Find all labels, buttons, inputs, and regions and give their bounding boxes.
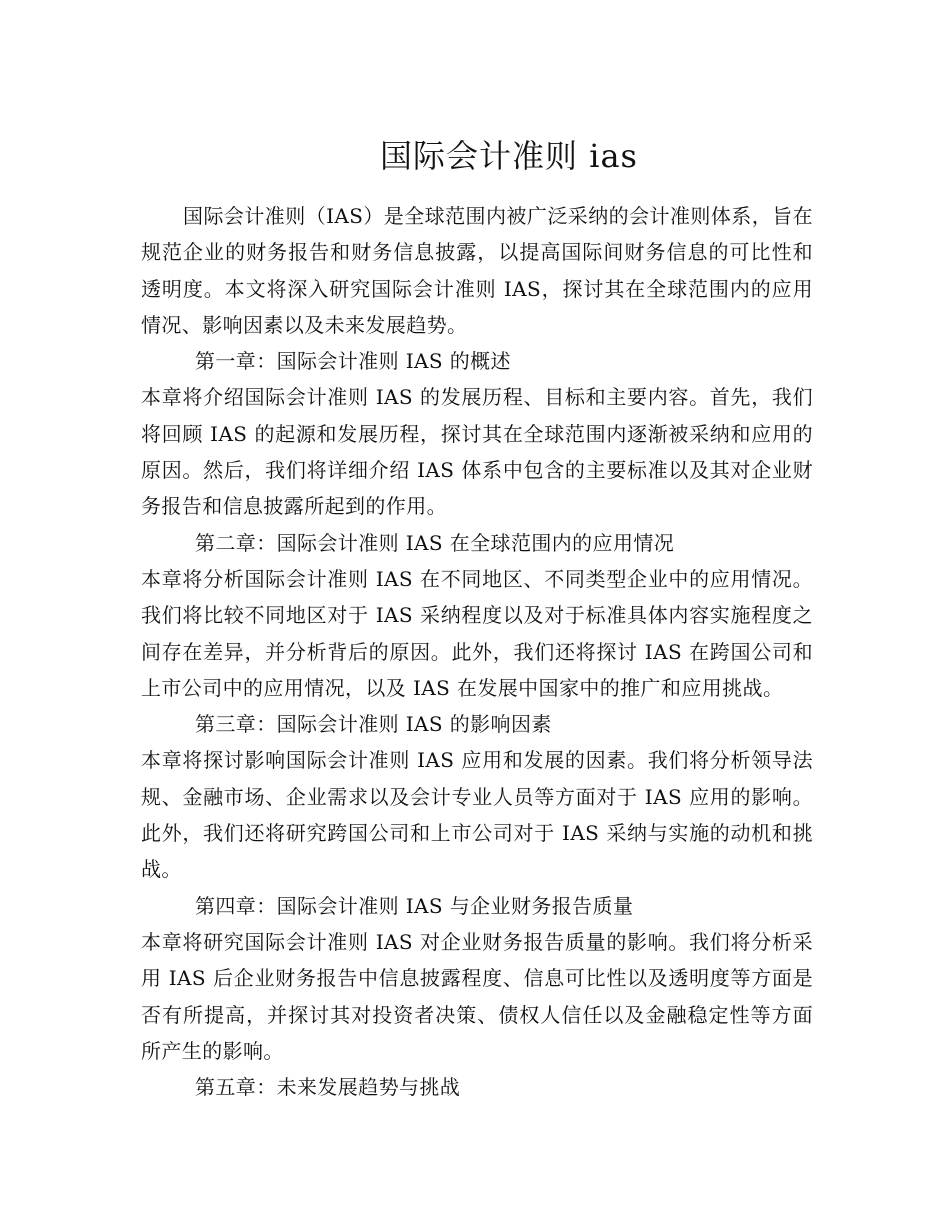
chapter-5-heading: 第五章：未来发展趋势与挑战: [195, 1075, 461, 1100]
chapter-1-heading: 第一章：国际会计准则 IAS 的概述: [195, 349, 511, 374]
document-title: 国际会计准则 ias: [380, 137, 638, 175]
chapter-2-heading: 第二章：国际会计准则 IAS 在全球范围内的应用情况: [195, 530, 675, 555]
chapter-2-body: 本章将分析国际会计准则 IAS 在不同地区、不同类型企业中的应用情况。我们将比较不同地区对于 IAS 采纳程度以及对于标准具体内容实施程度之间存在差异，并分析背后的原因。此外，我们还将探讨 IAS 在跨国公司和上市公司中的应用情况，以及 IAS 在发展中国家中的推广和应用挑战。: [141, 566, 813, 700]
chapter-3-heading: 第三章：国际会计准则 IAS 的影响因素: [195, 712, 552, 737]
chapter-4-heading: 第四章：国际会计准则 IAS 与企业财务报告质量: [195, 893, 634, 918]
chapter-3-body: 本章将探讨影响国际会计准则 IAS 应用和发展的因素。我们将分析领导法规、金融市场、企业需求以及会计专业人员等方面对于 IAS 应用的影响。此外，我们还将研究跨国公司和上市公司对于 IAS 采纳与实施的动机和挑战。: [141, 748, 813, 882]
intro-paragraph: 国际会计准则（IAS）是全球范围内被广泛采纳的会计准则体系，旨在规范企业的财务报告和财务信息披露，以提高国际间财务信息的可比性和透明度。本文将深入研究国际会计准则 IAS，探讨其在全球范围内的应用情况、影响因素以及未来发展趋势。: [141, 204, 813, 337]
chapter-4-body: 本章将研究国际会计准则 IAS 对企业财务报告质量的影响。我们将分析采用 IAS 后企业财务报告中信息披露程度、信息可比性以及透明度等方面是否有所提高，并探讨其对投资者决策、债权人信任以及金融稳定性等方面所产生的影响。: [141, 929, 813, 1063]
chapter-1-body: 本章将介绍国际会计准则 IAS 的发展历程、目标和主要内容。首先，我们将回顾 IAS 的起源和发展历程，探讨其在全球范围内逐渐被采纳和应用的原因。然后，我们将详细介绍 IAS 体系中包含的主要标准以及其对企业财务报告和信息披露所起到的作用。: [141, 385, 813, 519]
document-body: [141, 198, 813, 1105]
